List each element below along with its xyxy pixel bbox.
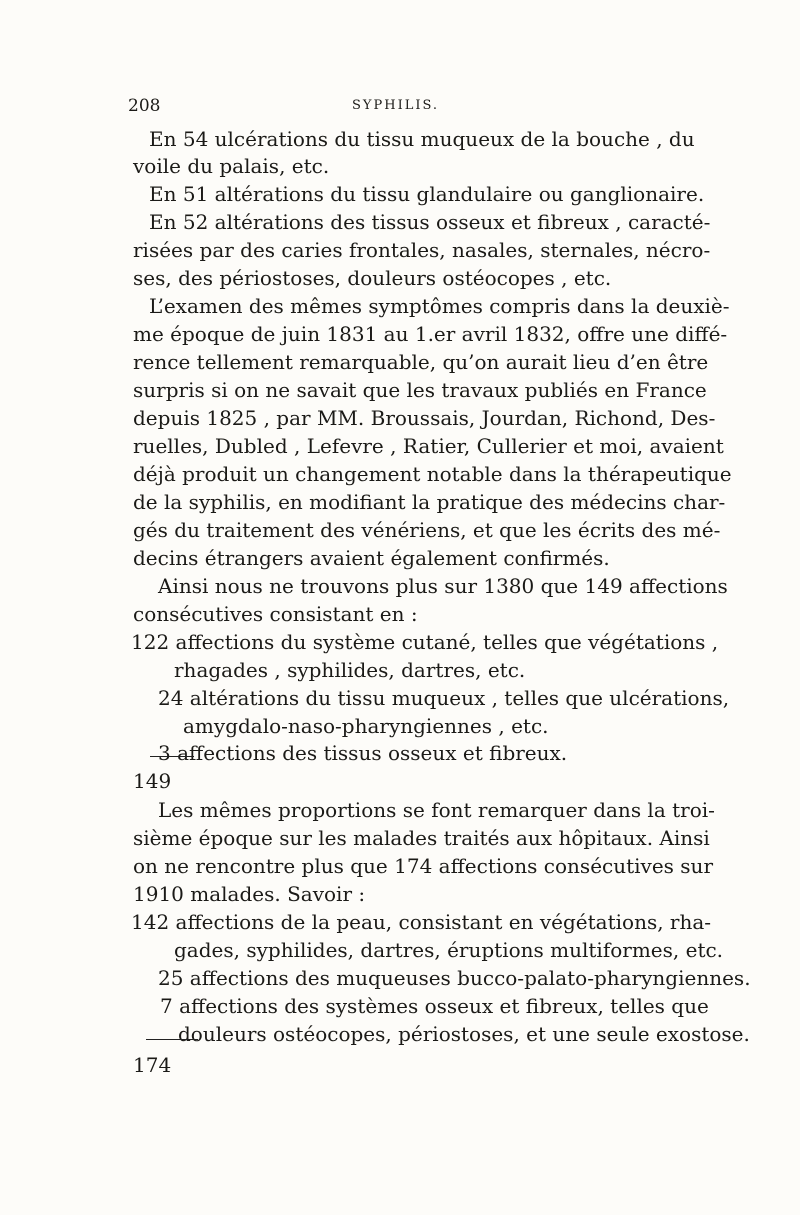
text-line: douleurs ostéocopes, périostoses, et une seule exostose. [178,1022,750,1046]
text-line: rhagades , syphilides, dartres, etc. [174,658,526,682]
text-line: decins étrangers avaient également confirmés. [133,546,610,570]
page-number: 208 [128,96,161,116]
text-line: gades, syphilides, dartres, éruptions multiformes, etc. [174,938,724,962]
text-line: sième époque sur les malades traités aux hôpitaux. Ainsi [133,826,710,850]
sum-rule [146,1039,198,1040]
text-line: En 52 altérations des tissus osseux et fibreux , caracté- [149,210,711,234]
text-line: Les mêmes proportions se font remarquer dans la troi- [158,798,715,822]
text-line: gés du traitement des vénériens, et que les écrits des mé- [133,518,721,542]
text-line: Ainsi nous ne trouvons plus sur 1380 que 149 affections [158,574,728,598]
text-line: 7 affections des systèmes osseux et fibreux, telles que [160,994,709,1018]
text-line: me époque de juin 1831 au 1.er avril 1832, offre une diffé- [133,322,728,346]
text-line: 24 altérations du tissu muqueux , telles que ulcérations, [158,686,730,710]
text-line: 122 affections du système cutané, telles que végétations , [131,630,719,654]
text-line: 142 affections de la peau, consistant en végétations, rha- [131,910,712,934]
text-line: déjà produit un changement notable dans la thérapeutique [133,462,732,486]
text-line: ses, des périostoses, douleurs ostéocopes , etc. [133,266,612,290]
text-line: En 51 altérations du tissu glandulaire ou ganglionaire. [149,182,705,206]
text-line: 3 affections des tissus osseux et fibreux. [158,741,568,765]
text-line: on ne rencontre plus que 174 affections consécutives sur [133,854,713,878]
text-line: surpris si on ne savait que les travaux publiés en France [133,378,707,402]
text-line: de la syphilis, en modifiant la pratique des médecins char- [133,490,726,514]
text-line: rence tellement remarquable, qu’on aurait lieu d’en être [133,350,709,374]
text-line: 1910 malades. Savoir : [133,882,366,906]
text-line: depuis 1825 , par MM. Broussais, Jourdan, Richond, Des- [133,406,716,430]
text-line: amygdalo-naso-pharyngiennes , etc. [183,714,549,738]
text-line: voile du palais, etc. [133,154,330,178]
running-title: SYPHILIS. [352,98,440,113]
sum-rule [150,756,194,757]
text-line: 25 affections des muqueuses bucco-palato-pharyngiennes. [158,966,751,990]
text-line: L’examen des mêmes symptômes compris dans la deuxiè- [149,294,730,318]
sum-total: 174 [133,1053,172,1077]
text-line: risées par des caries frontales, nasales, sternales, nécro- [133,238,711,262]
text-line: ruelles, Dubled , Lefevre , Ratier, Cullerier et moi, avaient [133,434,724,458]
text-line: En 54 ulcérations du tissu muqueux de la bouche , du [149,127,695,151]
text-line: consécutives consistant en : [133,602,418,626]
sum-total: 149 [133,769,172,793]
